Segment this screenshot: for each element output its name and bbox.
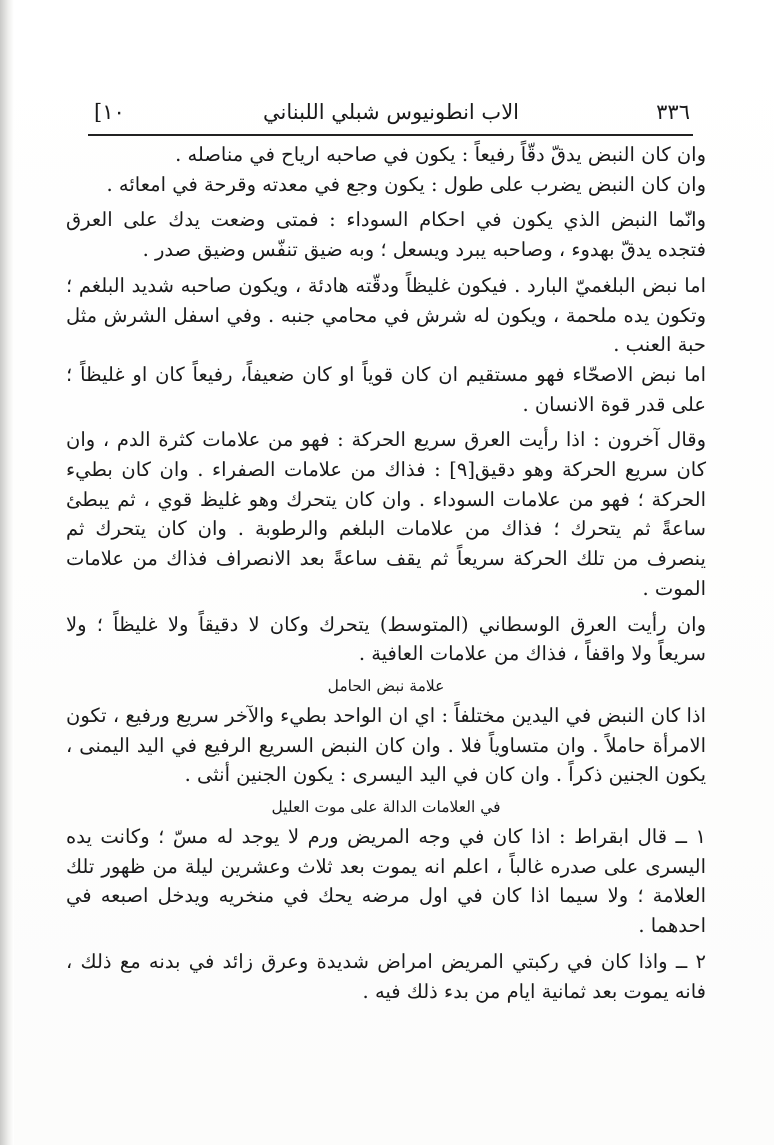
paragraph: اما نبض الاصحّاء فهو مستقيم ان كان قوياً او كان ضعيفاً، رفيعاً كان او غليظاً ؛ على قدر قوة الانسان .	[66, 362, 706, 416]
body-text	[66, 140, 706, 1006]
page-number: ٣٣٦	[656, 100, 690, 124]
paragraph: ١ ــ قال ابقراط : اذا كان في وجه المريض ورم لا يوجد له مسّ ؛ وكانت يده اليسرى على صدره غالباً ، اعلم انه يموت بعد ثلاث وعشرين ليلة من ظهور تلك العلامة ؛ ولا سيما اذا كان في اول مرضه يحك في منخريه ويدخل اصبعه في احدهما .	[66, 825, 706, 938]
paragraph: ٢ ــ واذا كان في ركبتي المريض امراض شديدة وعرق زائد في بدنه مع ذلك ، فانه يموت بعد ثمانية ايام من بدء ذلك فيه .	[66, 949, 706, 1003]
section-heading: علامة نبض الحامل	[327, 676, 445, 695]
paragraph: وانّما النبض الذي يكون في احكام السوداء : فمتى وضعت يدك على العرق فتجده يدقّ بهدوء ، وصاحبه يبرد ويسعل ؛ وبه ضيق تنفّس وضيق صدر .	[66, 208, 706, 262]
paragraph: وان كان النبض يضرب على طول : يكون وجع في معدته وقرحة في امعائه .	[106, 172, 706, 196]
paragraph: اما نبض البلغميّ البارد . فيكون غليظاً ودقّته هادئة ، ويكون صاحبه شديد البلغم ؛ وتكون يده ملحمة ، ويكون له شرش في محامي جنبه . وفي اسفل الشرش مثل حبة العنب .	[66, 273, 706, 357]
paragraph: اذا كان النبض في اليدين مختلفاً : اي ان الواحد بطيء والآخر سريع ورفيع ، تكون الامرأة حاملاً . وان متساوياً فلا . وان كان النبض السريع الرفيع في اليد اليمنى ، يكون الجنين ذكراً . وان كان في اليد اليسرى : يكون الجنين أنثى .	[66, 703, 706, 787]
section-heading: في العلامات الدالة على موت العليل	[271, 798, 501, 817]
header-rule	[88, 134, 693, 136]
running-title: الاب انطونيوس شبلي اللبناني	[262, 100, 520, 124]
paragraph: وان رأيت العرق الوسطاني (المتوسط) يتحرك وكان لا دقيقاً ولا غليظاً ؛ ولا سريعاً ولا واقفاً ، فذاك من علامات العافية .	[66, 612, 706, 666]
running-header	[86, 96, 696, 132]
paragraph: وقال آخرون : اذا رأيت العرق سريع الحركة : فهو من علامات كثرة الدم ، وان كان سريع الحركة وهو دقيق[٩] : فذاك من علامات الصفراء . وان كان بطيء الحركة ؛ فهو من علامات السوداء . وان كان يتحرك وهو غليظ قوي ، ثم يبطئ ساعةً ثم يتحرك ؛ فذاك من علامات البلغم والرطوبة . وان كان يتحرك ثم ينصرف من تلك الحركة سريعاً ثم يقف ساعةً بعد الانصراف فذاك من علامات الموت .	[66, 428, 706, 600]
paragraph: وان كان النبض يدقّ دقّاً رفيعاً : يكون في صاحبه ارياح في مناصله .	[175, 143, 706, 166]
page-binding-shadow	[0, 0, 14, 1145]
issue-number: [١٠	[94, 100, 125, 124]
